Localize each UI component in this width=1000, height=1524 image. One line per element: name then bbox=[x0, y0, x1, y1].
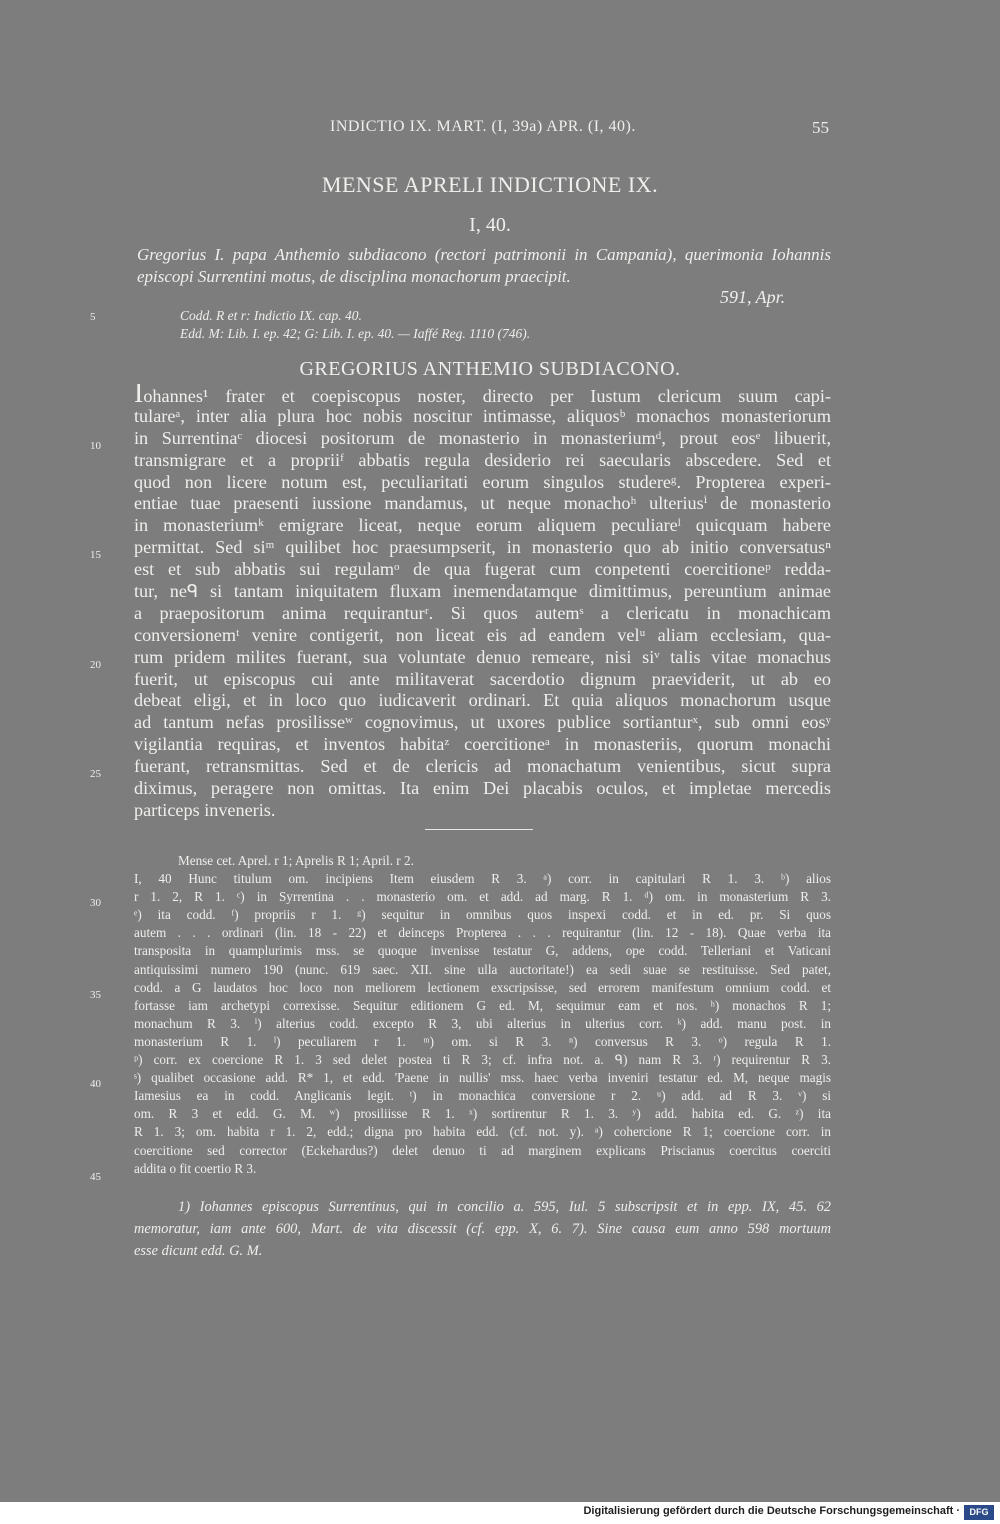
apparatus-line: Iamesius ea in codd. Anglicanis legit. ᵗ) in monachica conversione r 2. ᵘ) add. ad R 3. ᵛ) si bbox=[134, 1088, 831, 1104]
footnote-line: esse dicunt edd. G. M. bbox=[134, 1243, 263, 1259]
body-line: fuerant, retransmittas. Sed et de clericis ad monachatum venientibus, sicut supra bbox=[134, 756, 831, 777]
body-line: in Surrentinaᶜ diocesi positorum de monasterio in monasteriumᵈ, prout eosᵉ libuerit, bbox=[134, 427, 831, 448]
body-line: quod non licere notum est, peculiaritati eorum singulos studereᵍ. Propterea experi- bbox=[134, 471, 831, 492]
apparatus-line: transposita in quamplurimis mss. se quoque invenisse testatur G, addens, ope codd. Telleriani et Vaticani bbox=[134, 943, 831, 959]
body-line: tur, neᑫ si tantam iniquitatem fluxam inemendatamque dimittimus, pereuntium animae bbox=[134, 581, 831, 602]
body-line: tulareᵃ, inter alia plura hoc nobis noscitur intimasse, aliquosᵇ monachos monasteriorum bbox=[134, 405, 831, 426]
apparatus-line: I, 40 Hunc titulum om. incipiens Item eiusdem R 3. ᵃ) corr. in capitulari R 1. 3. ᵇ) alios bbox=[134, 871, 831, 887]
line-number: 25 bbox=[90, 768, 101, 780]
body-line: permittat. Sed siᵐ quilibet hoc praesumpserit, in monasterio quo ab initio conversatusⁿ bbox=[134, 537, 831, 558]
editions-line: Edd. M: Lib. I. ep. 42; G: Lib. I. ep. 40. — Iaffé Reg. 1110 (746). bbox=[180, 326, 531, 341]
body-line: debeat eligi, et in loco quo iudicaverit ordinari. Et quia aliquos monachorum usque bbox=[134, 690, 831, 711]
apparatus-line: monasterium R 1. ˡ) peculiarem r 1. ᵐ) om. si R 3. ⁿ) conversus R 3. ᵒ) regula R 1. bbox=[134, 1033, 831, 1049]
apparatus-line: monachum R 3. ⁱ) alterius codd. excepto R 3, ubi alterius in ulterius corr. ᵏ) add. manu post. in bbox=[134, 1015, 831, 1031]
line-number: 10 bbox=[90, 440, 101, 452]
dfg-logo: DFG bbox=[964, 1505, 994, 1520]
section-title: MENSE APRELI INDICTIONE IX. bbox=[321, 172, 659, 197]
line-number: 40 bbox=[90, 1078, 101, 1090]
body-line: Iohannes¹ frater et coepiscopus noster, directo per Iustum clericum suum capi- bbox=[134, 384, 831, 406]
letter-body bbox=[134, 384, 831, 822]
codices-info bbox=[180, 307, 530, 343]
apparatus-line: codd. a G laudatos hoc loco non meliorem lectionem exscripsisse, sed errorem manifestum omnium codd. et bbox=[134, 979, 831, 995]
body-line: diximus, peragere non omittas. Ita enim Dei placabis oculos, et impletae mercedis bbox=[134, 778, 831, 799]
separator-rule bbox=[425, 829, 533, 830]
apparatus-line: antiquissimi numero 190 (nunc. 619 saec. XII. sine ulla auctoritate!) ea sedi suae se restituisse. Sed patet, bbox=[134, 961, 831, 977]
apparatus-line: Mense cet. Aprel. r 1; Aprelis R 1; April. r 2. bbox=[178, 853, 414, 868]
footnote-line: 1) Iohannes episcopus Surrentinus, qui in concilio a. 595, Iul. 5 subscripsit et in epp. IX, 45. 62 bbox=[178, 1199, 831, 1215]
body-line: in monasteriumᵏ emigrare liceat, neque eorum aliquem peculiareˡ quicquam habere bbox=[134, 515, 831, 536]
line-number: 35 bbox=[90, 989, 101, 1001]
line-number: 5 bbox=[90, 311, 96, 323]
apparatus-line: ᵖ) corr. ex coercione R 1. 3 sed delet postea ti R 3; cf. infra not. a. ᑫ) nam R 3. ʳ) requirentur R 3. bbox=[134, 1052, 831, 1068]
apparatus-line: om. R 3 et edd. G. M. ʷ) prosiliisse R 1. ˣ) sortirentur R 1. 3. ʸ) add. habita ed. G. ᶻ) ita bbox=[134, 1106, 831, 1122]
running-head: INDICTIO IX. MART. (I, 39a) APR. (I, 40). bbox=[330, 118, 636, 135]
codices-line: Codd. R et r: Indictio IX. cap. 40. bbox=[180, 308, 362, 323]
apparatus-line: autem . . . ordinari (lin. 18 - 22) et deinceps Propterea . . . requirantur (lin. 12 - 18). Quae verba ita bbox=[134, 925, 831, 941]
body-line: particeps inveneris. bbox=[134, 799, 276, 820]
body-line: entiae tuae praesenti iussione mandamus, ut neque monachoʰ ulteriusⁱ de monasterio bbox=[134, 493, 831, 514]
apparatus-line: addita o fit coertio R 3. bbox=[134, 1160, 257, 1176]
apparatus-line: r 1. 2, R 1. ᶜ) in Syrrentina . . monasterio om. et add. ad marg. R 1. ᵈ) om. in monasterium R 3. bbox=[134, 889, 831, 905]
page-number: 55 bbox=[812, 118, 829, 137]
letter-number: I, 40. bbox=[469, 214, 511, 236]
footer-bar bbox=[0, 1502, 1000, 1524]
footer-credit: Digitalisierung gefördert durch die Deutsche Forschungsgemeinschaft · bbox=[583, 1505, 960, 1517]
letter-heading: GREGORIUS ANTHEMIO SUBDIACONO. bbox=[299, 358, 681, 380]
initial-letter: I bbox=[134, 384, 144, 406]
body-line: fuerit, ut episcopus cui ante militaverat sacerdotio dignum praeviderit, ut ab eo bbox=[134, 668, 831, 689]
body-line: est et sub abbatis sui regulamᵒ de qua fugerat cum conpetenti coercitioneᵖ redda- bbox=[134, 559, 831, 580]
body-line: transmigrare et a propriiᶠ abbatis regula desiderio rei saecularis abscedere. Sed et bbox=[134, 449, 831, 470]
body-line: rum pridem milites fuerant, sua voluntate denuo remeare, nisi siᵛ talis vitae monachus bbox=[134, 646, 831, 667]
apparatus-line: R 1. 3; om. habita r 1. 2, edd.; digna pro habita edd. (cf. not. y). ᵃ) cohercione R 1; coercione corr. in bbox=[134, 1124, 831, 1140]
body-line: conversionemᵗ venire contigerit, non liceat eis ad eandem velᵘ aliam ecclesiam, qua- bbox=[134, 624, 831, 645]
body-line: ad tantum nefas prosilisseʷ cognovimus, ut uxores publice sortianturˣ, sub omni eosʸ bbox=[134, 712, 831, 733]
line-number: 30 bbox=[90, 897, 101, 909]
line-number: 45 bbox=[90, 1171, 101, 1183]
letter-summary: Gregorius I. papa Anthemio subdiacono (rectori patrimonii in Campania), querimonia Iohannis episcopi Surrentini motus, de disciplina monachorum praecipit. bbox=[137, 245, 831, 286]
line-number: 20 bbox=[90, 659, 101, 671]
body-line: a praepositorum anima requiranturʳ. Si quos autemˢ a clericatu in monachicam bbox=[134, 602, 831, 623]
letter-date: 591, Apr. bbox=[720, 287, 786, 307]
apparatus-line: coercitione sed corrector (Eckehardus?) delet denuo ti ad marginem explicans Priscianus coercitus coerciti bbox=[134, 1142, 831, 1158]
line-number: 15 bbox=[90, 549, 101, 561]
footnote-line: memoratur, iam ante 600, Mart. de vita discessit (cf. epp. X, 6. 7). Sine causa eum anno 598 mortuum bbox=[134, 1221, 831, 1237]
apparatus-line: ˢ) qualibet occasione add. R* 1, et edd. 'Paene in nullis' mss. haec verba inveniri testatur ed. M, neque magis bbox=[134, 1070, 831, 1086]
body-line: vigilantia requiras, et inventos habitaᶻ coercitioneᵃ in monasteriis, quorum monachi bbox=[134, 734, 831, 755]
footnotes bbox=[134, 1196, 831, 1262]
apparatus-line: fortasse iam archetypi correxisse. Sequitur editionem G ed. M, sequimur eam et nos. ʰ) monachos R 1; bbox=[134, 997, 831, 1013]
critical-apparatus bbox=[134, 852, 831, 1178]
apparatus-line: ᵉ) ita codd. ᶠ) propriis r 1. ᵍ) sequitur in omnibus quos inspexi codd. et in ed. pr. Si quos bbox=[134, 907, 831, 923]
